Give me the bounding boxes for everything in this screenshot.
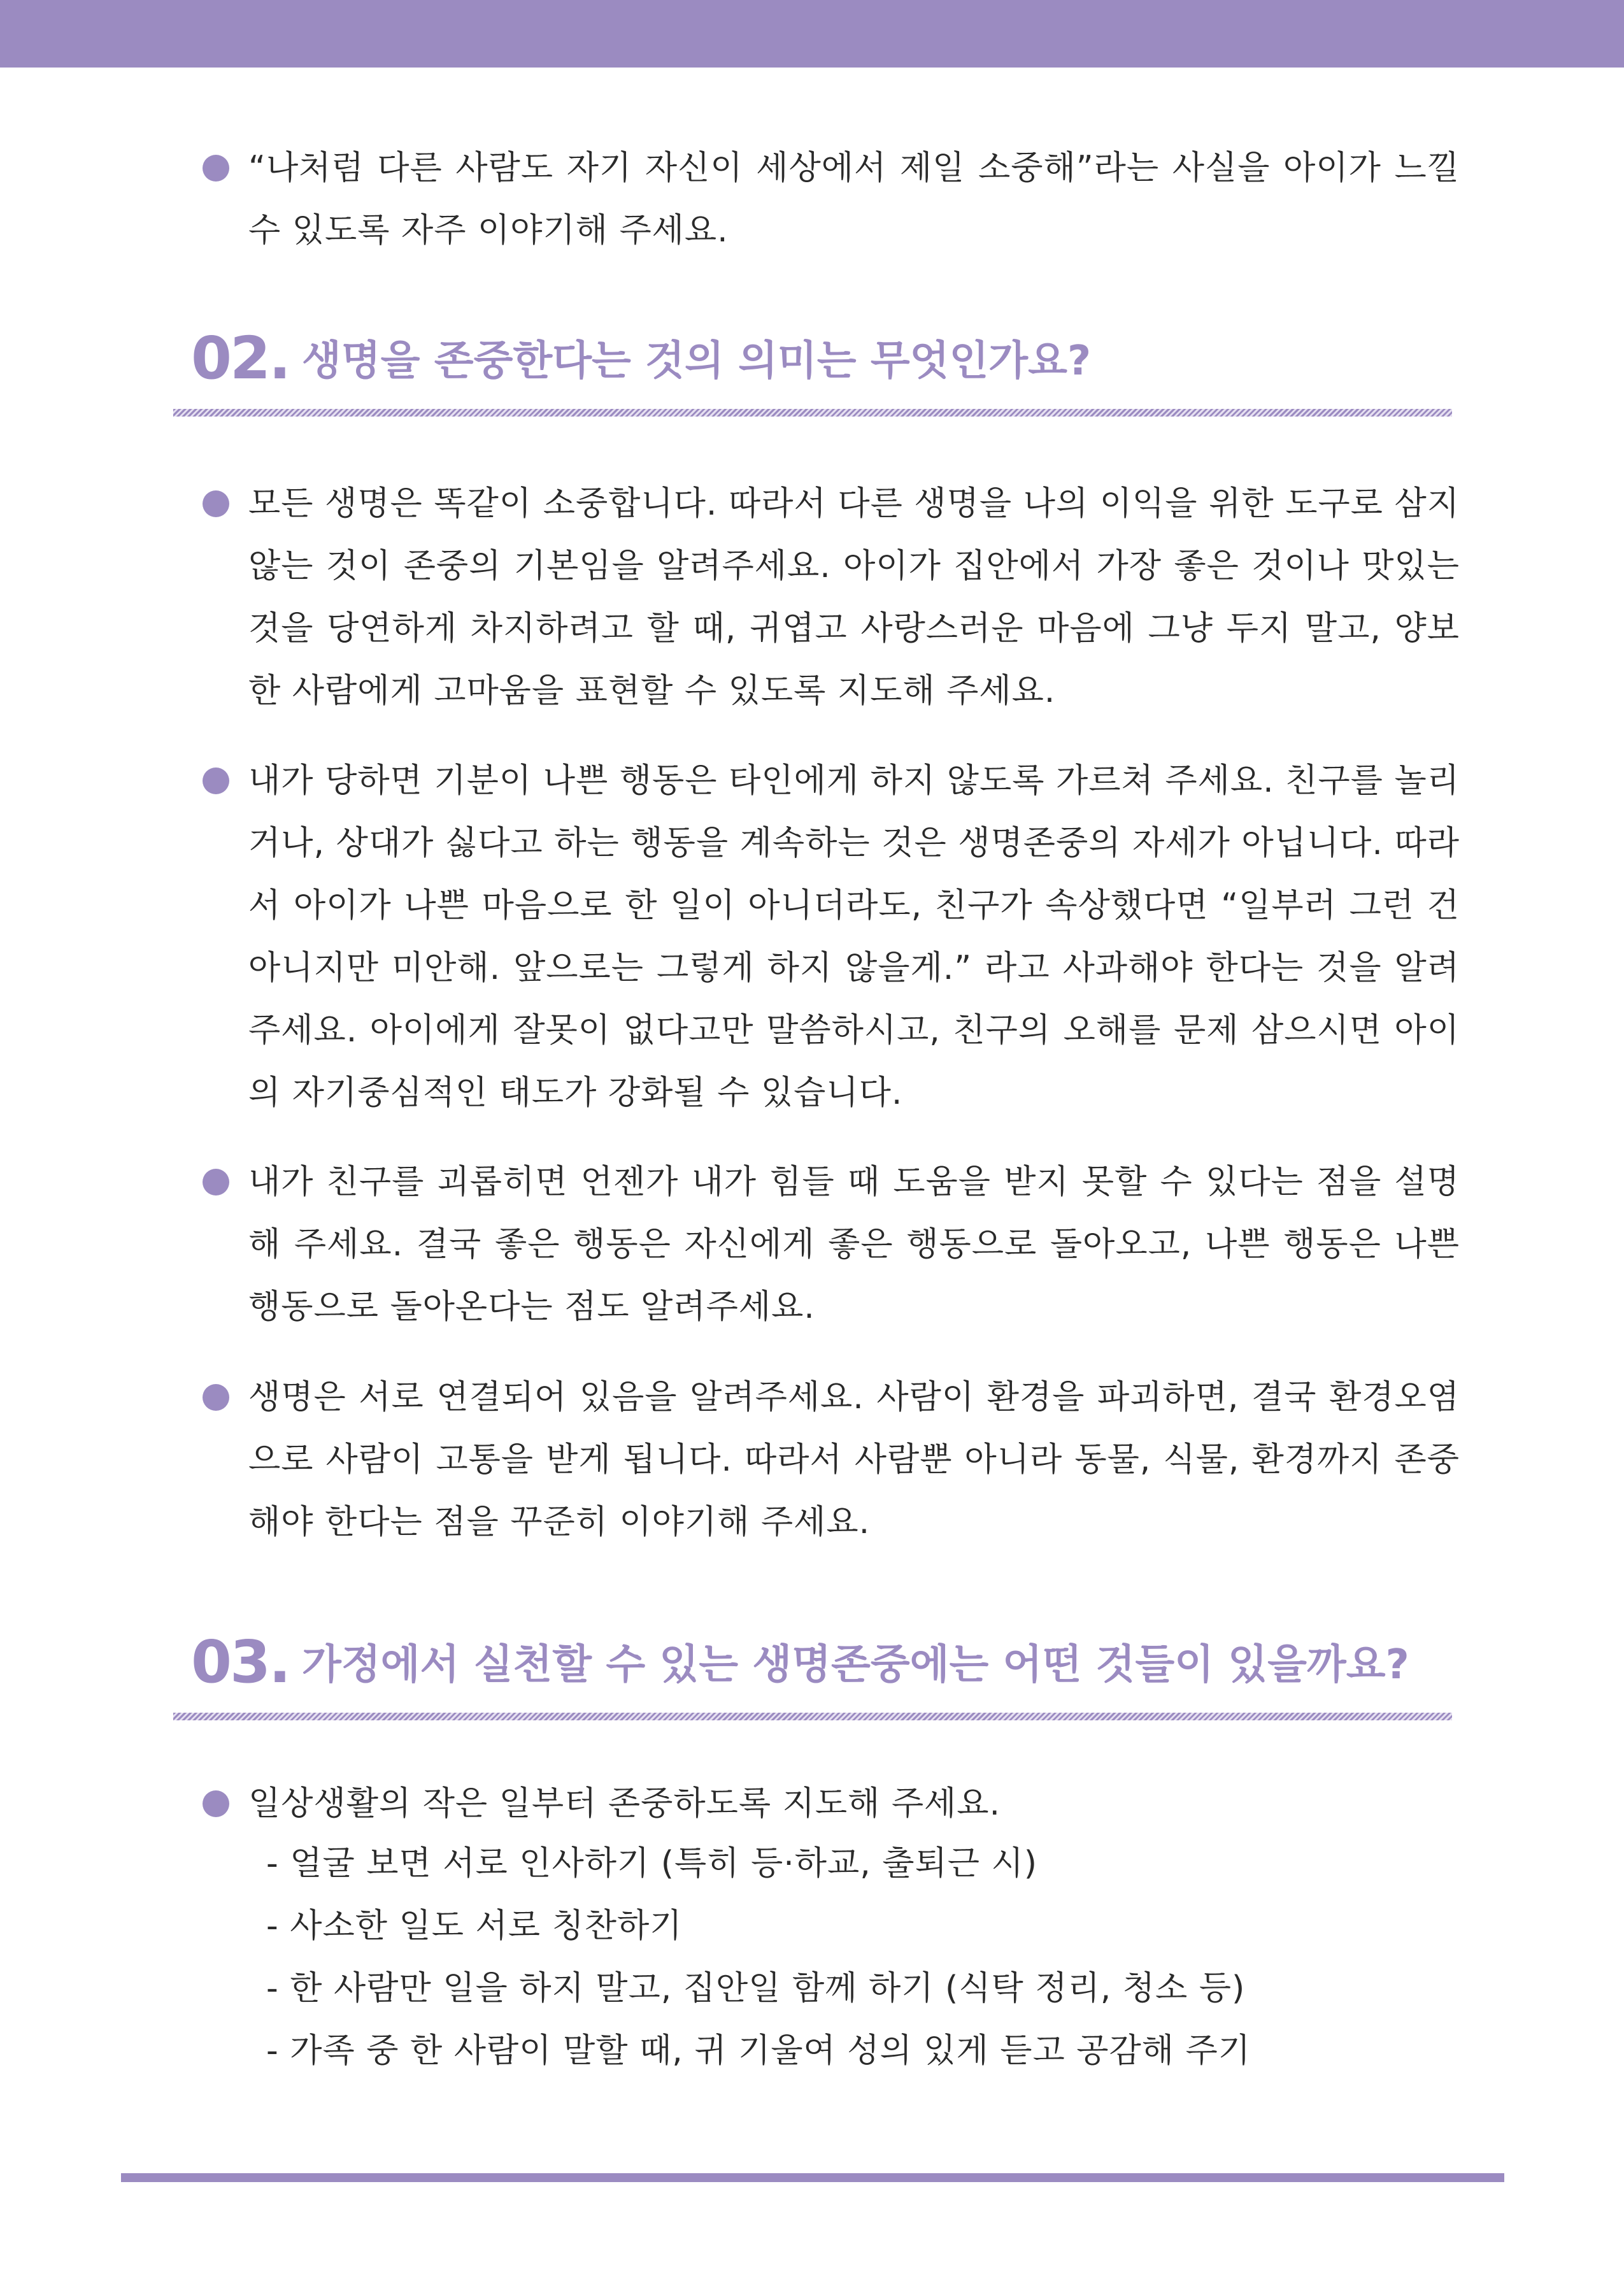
section-2-divider (173, 409, 1452, 417)
list-item: - 가족 중 한 사람이 말할 때, 귀 기울여 성의 있게 듣고 공감해 주기 (266, 2032, 1251, 2070)
list-item: - 사소한 일도 서로 칭찬하기 (266, 1907, 683, 1945)
section-2-bullet (173, 1151, 1460, 1338)
section-2-bullet (173, 1366, 1460, 1553)
bullet-dot-icon (203, 767, 229, 794)
bullet-dot-icon (203, 490, 229, 517)
intro-text: “나처럼 다른 사람도 자기 자신이 세상에서 제일 소중해”라는 사실을 아이가 느낄 수 있도록 자주 이야기해 주세요. (248, 149, 1460, 250)
bullet-dot-icon (203, 1169, 229, 1196)
list-item: - 얼굴 보면 서로 인사하기 (특히 등·하교, 출퇴근 시) (266, 1845, 1038, 1883)
bullet-text: 모든 생명은 똑같이 소중합니다. 따라서 다른 생명을 나의 이익을 위한 도구로 삼지 않는 것이 존중의 기본임을 알려주세요. 아이가 집안에서 가장 좋은 것이나 맛있는 것을 당연하게 차지하려고 할 때, 귀엽고 사랑스러운 마음에 그냥 두지 말고, 양보한 사람에게 고마움을 표현할 수 있도록 지도해 주세요. (248, 485, 1460, 710)
section-2-number: 02. (191, 324, 289, 392)
list-item: - 한 사람만 일을 하지 말고, 집안일 함께 하기 (식탁 정리, 청소 등) (266, 1969, 1246, 2008)
section-2-bullet (173, 750, 1460, 1124)
section-2-bullet (173, 473, 1460, 722)
bottom-divider (121, 2173, 1504, 2182)
section-3-bullet (173, 1773, 1460, 1835)
bullet-dot-icon (203, 1790, 229, 1817)
section-3-title: 가정에서 실천할 수 있는 생명존중에는 어떤 것들이 있을까요? (302, 1641, 1409, 1688)
intro-bullet (173, 137, 1460, 262)
bullet-text: 일상생활의 작은 일부터 존중하도록 지도해 주세요. (248, 1785, 1001, 1823)
bullet-text: 내가 당하면 기분이 나쁜 행동은 타인에게 하지 않도록 가르쳐 주세요. 친구를 놀리거나, 상대가 싫다고 하는 행동을 계속하는 것은 생명존중의 자세가 아닙니다. 따라서 아이가 나쁜 마음으로 한 일이 아니더라도, 친구가 속상했다면 “일부러 그런 건 아니지만 미안해. 앞으로는 그렇게 하지 않을게.” 라고 사과해야 한다는 것을 알려주세요. 아이에게 잘못이 없다고만 말씀하시고, 친구의 오해를 문제 삼으시면 아이의 자기중심적인 태도가 강화될 수 있습니다. (248, 762, 1460, 1112)
bullet-text: 내가 친구를 괴롭히면 언젠가 내가 힘들 때 도움을 받지 못할 수 있다는 점을 설명해 주세요. 결국 좋은 행동은 자신에게 좋은 행동으로 돌아오고, 나쁜 행동은 나쁜 행동으로 돌아온다는 점도 알려주세요. (248, 1163, 1460, 1326)
practice-list (266, 1832, 1476, 2082)
top-banner (0, 0, 1624, 68)
bullet-dot-icon (203, 1384, 229, 1411)
bullet-dot-icon (203, 155, 229, 182)
bullet-text: 생명은 서로 연결되어 있음을 알려주세요. 사람이 환경을 파괴하면, 결국 환경오염으로 사람이 고통을 받게 됩니다. 따라서 사람뿐 아니라 동물, 식물, 환경까지 존중해야 한다는 점을 꾸준히 이야기해 주세요. (248, 1378, 1460, 1541)
section-3-divider (173, 1713, 1452, 1720)
section-3-number: 03. (191, 1628, 289, 1696)
section-2-title: 생명을 존중한다는 것의 의미는 무엇인가요? (302, 338, 1092, 385)
